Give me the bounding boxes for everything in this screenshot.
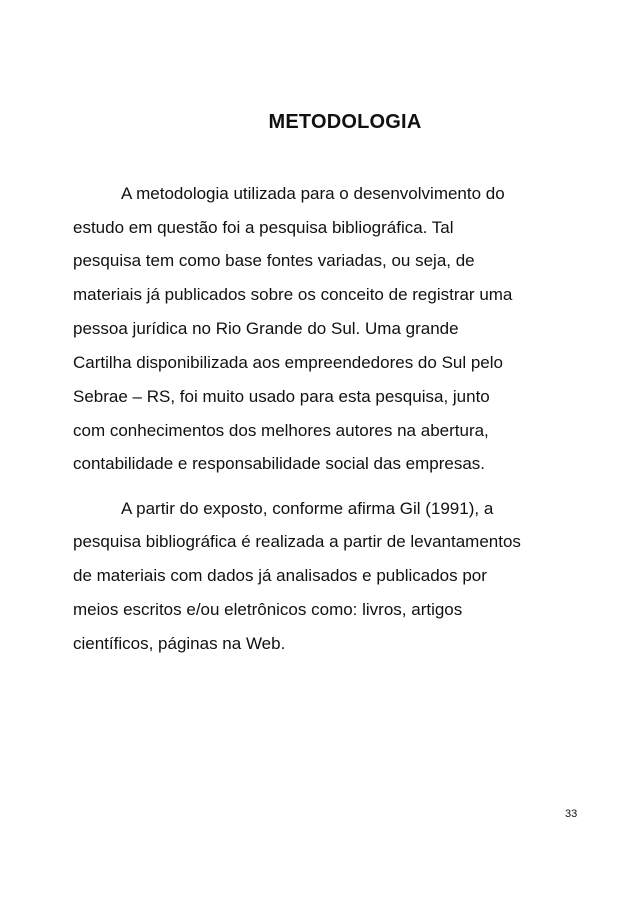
- page-title: METODOLOGIA: [268, 111, 422, 133]
- paragraph-line: estudo em questão foi a pesquisa bibliográfica. Tal: [73, 218, 454, 237]
- page-number: 33: [565, 808, 578, 820]
- paragraph-line: contabilidade e responsabilidade social das empresas.: [73, 454, 486, 473]
- paragraph-line: meios escritos e/ou eletrônicos como: livros, artigos: [73, 600, 463, 619]
- paragraph-line: científicos, páginas na Web.: [73, 634, 286, 653]
- paragraph-line: Sebrae – RS, foi muito usado para esta pesquisa, junto: [73, 387, 490, 406]
- paragraph-line: materiais já publicados sobre os conceito de registrar uma: [73, 285, 513, 304]
- paragraph-line: de materiais com dados já analisados e publicados por: [73, 566, 487, 585]
- paragraph-line: Cartilha disponibilizada aos empreendedores do Sul pelo: [73, 353, 503, 372]
- paragraph-line: pesquisa tem como base fontes variadas, ou seja, de: [73, 251, 475, 270]
- paragraph-line: pesquisa bibliográfica é realizada a partir de levantamentos: [73, 532, 521, 551]
- paragraph-line: A metodologia utilizada para o desenvolvimento do: [121, 184, 505, 203]
- paragraph-line: com conhecimentos dos melhores autores na abertura,: [73, 421, 489, 440]
- paragraph-line: A partir do exposto, conforme afirma Gil (1991), a: [121, 499, 494, 518]
- paragraph-line: pessoa jurídica no Rio Grande do Sul. Uma grande: [73, 319, 459, 338]
